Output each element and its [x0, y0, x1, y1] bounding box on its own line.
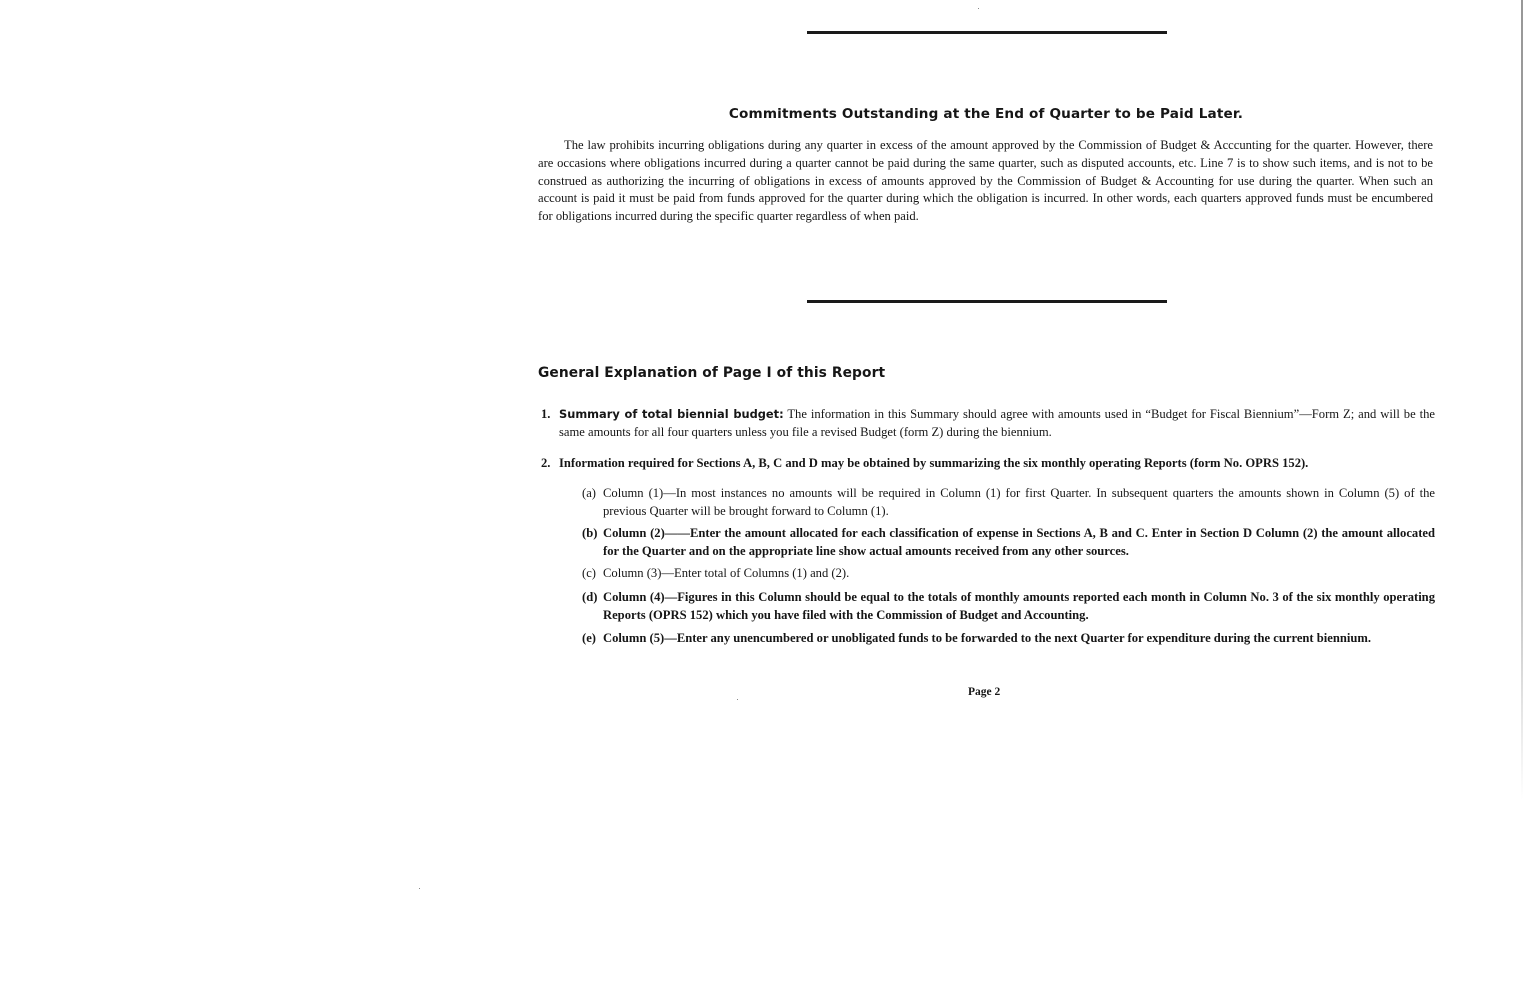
subitem-text: Column (4)—Figures in this Column should be equal to the totals of monthly amounts reported each month in Column No. 3 of the six monthly operating Reports (OPRS 152) which you have filed with the Commission of Budget and Accounting.	[603, 590, 1435, 622]
subitem-letter: (a)	[582, 486, 596, 500]
explanation-item-2	[541, 455, 1435, 473]
subitem-text: Column (2)——Enter the amount allocated for each classification of expense in Sections A, B and C. Enter in Section D Column (2) the amount allocated for the Quarter and on the appropriate line show actual amounts received from any other sources.	[603, 526, 1435, 558]
page-number: Page 2	[968, 686, 1001, 698]
item-text: Information required for Sections A, B, C and D may be obtained by summarizing the six monthly operating Reports (form No. OPRS 152).	[559, 456, 1309, 470]
subitem-letter: (e)	[582, 631, 596, 645]
subitem-letter: (d)	[582, 590, 598, 604]
item-text: The information in this Summary should agree with amounts used in “Budget for Fiscal Biennium”—Form Z; and will be the same amounts for all four quarters unless you file a revised Budget (form Z) during the biennium.	[559, 407, 1435, 439]
scan-speck	[737, 699, 738, 700]
column-4-instruction	[582, 589, 1435, 624]
item-number: 1.	[541, 407, 551, 421]
column-2-instruction	[582, 525, 1435, 560]
subitem-text: Column (3)—Enter total of Columns (1) and (2).	[603, 566, 850, 580]
commitments-heading: Commitments Outstanding at the End of Quarter to be Paid Later.	[728, 106, 1244, 122]
scan-edge-line	[1521, 0, 1523, 800]
scan-speck	[978, 8, 979, 9]
column-3-instruction	[582, 565, 1435, 583]
explanation-item-1	[541, 406, 1435, 441]
commitments-paragraph: The law prohibits incurring obligations during any quarter in excess of the amount approved by the Commission of Budget & Acccunting for the quarter. However, there are occasions where obligations incurred during a quarter cannot be paid during the same quarter, such as disputed accounts, etc. Line 7 is to show such items, and is not to be construed as authorizing the incurring of obligations in excess of amounts approved by the Commission of Budget & Accounting for use during the quarter. When such an account is paid it must be paid from funds approved for the quarter during which the obligation is incurred. In other words, each quarters approved funds must be encumbered for obligations incurred during the specific quarter regardless of when paid.	[538, 138, 1433, 224]
item-lead: Summary of total biennial budget:	[559, 407, 784, 421]
column-5-instruction	[582, 630, 1435, 648]
top-divider-rule	[807, 31, 1167, 34]
subitem-letter: (b)	[582, 526, 598, 540]
item-number: 2.	[541, 456, 551, 470]
scan-speck	[419, 888, 420, 889]
column-1-instruction	[582, 485, 1435, 520]
middle-divider-rule	[807, 300, 1167, 303]
subitem-letter: (c)	[582, 566, 596, 580]
general-explanation-heading: General Explanation of Page I of this Report	[538, 365, 886, 381]
subitem-text: Column (1)—In most instances no amounts will be required in Column (1) for first Quarter. In subsequent quarters the amounts shown in Column (5) of the previous Quarter will be brought forward to Column (1).	[603, 486, 1435, 518]
subitem-text: Column (5)—Enter any unencumbered or unobligated funds to be forwarded to the next Quarter for expenditure during the current biennium.	[603, 631, 1372, 645]
